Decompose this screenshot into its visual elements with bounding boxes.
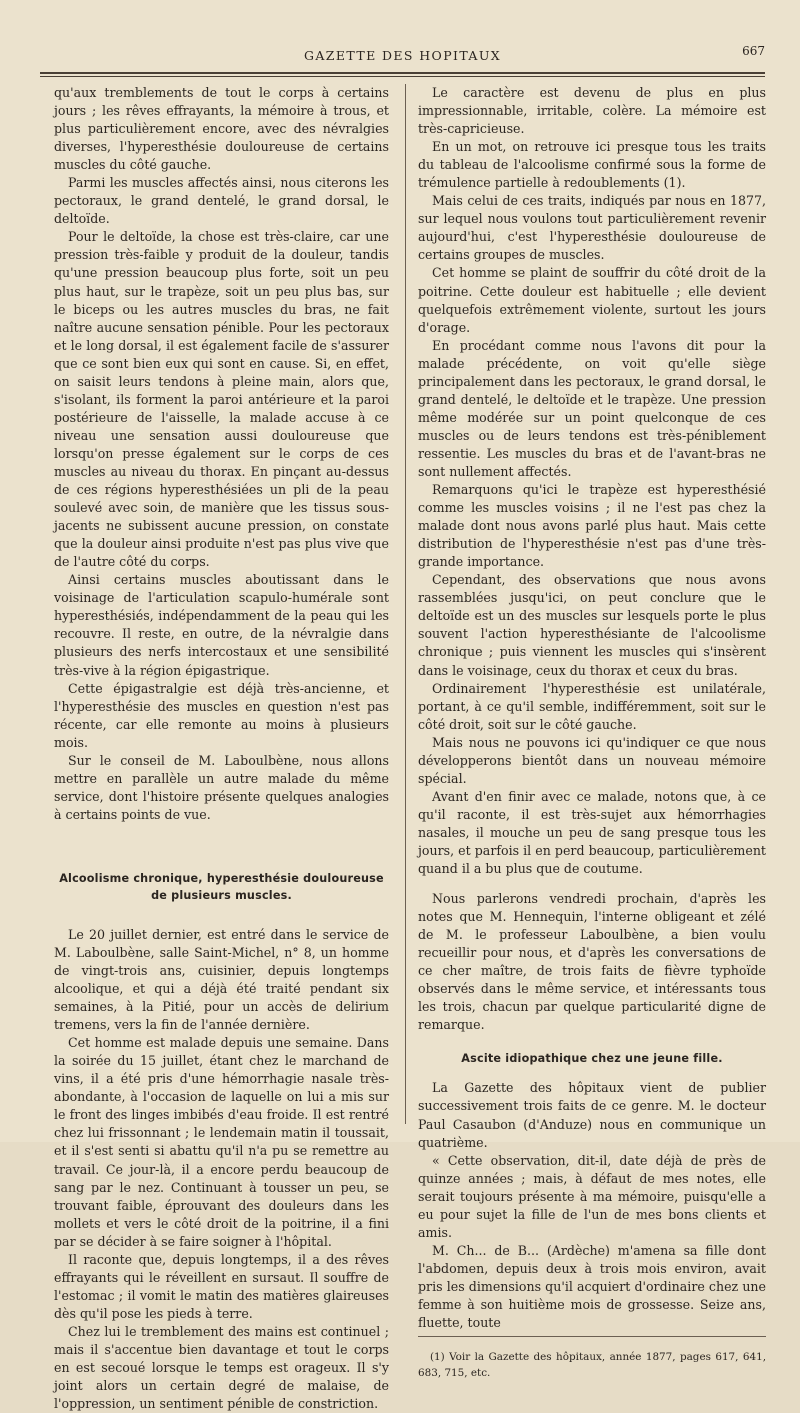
paragraph: Avant d'en finir avec ce malade, notons que, à ce qu'il raconte, il est très-sujet aux hémorrhagies nasales, il mouche un peu de sang presque tous les jours, et parfois il en perd beaucoup, particulièrement quand il a bu plus que de coutume. — [418, 788, 766, 877]
paragraph: Nous parlerons vendredi prochain, d'après les notes que M. Hennequin, l'interne obligeant et zélé de M. le professeur Laboulbène, a bien voulu recueillir pour nous, et d'après les conversations de ce cher maître, de trois faits de fièvre typhoïde observés dans le même service, et intéressants tous les trois, chacun par quelque particularité digne de remarque. — [418, 891, 766, 1033]
left-column — [54, 84, 389, 1413]
paragraph: En procédant comme nous l'avons dit pour la malade précédente, on voit qu'elle siège principalement dans les pectoraux, le grand dorsal, le grand dentelé, le deltoïde et le trapèze. Une pression même modérée sur un point quelconque de ces muscles ou de leurs tendons est très-péniblement ressentie. Les muscles du bras et de l'avant-bras ne sont nullement affectés. — [418, 337, 766, 479]
footnote — [418, 1336, 766, 1381]
paragraph: M. Ch... de B... (Ardèche) m'amena sa fille dont l'abdomen, depuis deux à trois mois environ, avait pris les dimensions qu'il acquiert d'ordinaire chez une femme à son huitième mois de grossesse. Seize ans, fluette, toute — [418, 1242, 766, 1331]
paragraph: Remarquons qu'ici le trapèze est hyperesthésié comme les muscles voisins ; il ne l'est pas chez la malade dont nous avons parlé plus haut. Mais cette distribution de l'hyperesthésie n'est pas d'une très-grande importance. — [418, 482, 766, 570]
paragraph: qu'aux tremblements de tout le corps à certains jours ; les rêves effrayants, la mémoire à trous, et plus particulièrement encore, avec des névralgies diverses, l'hyperesthésie douloureuse de certains muscles du côté gauche. — [54, 85, 389, 173]
paragraph: Cependant, des observations que nous avons rassemblées jusqu'ici, on peut conclure que le deltoïde est un des muscles sur lesquels porte le plus souvent l'action hyperesthésiante de l'alcoolisme chronique ; puis viennent les muscles qui s'insèrent dans le voisinage, ceux du thorax et ceux du bras. — [418, 572, 766, 678]
spacer — [418, 1067, 766, 1079]
section-title-line: de plusieurs muscles. — [151, 888, 292, 902]
right-column — [418, 84, 766, 1381]
paragraph: La Gazette des hôpitaux vient de publier successivement trois faits de ce genre. M. le docteur Paul Casaubon (d'Anduze) nous en communique un quatrième. — [418, 1080, 766, 1150]
spacer — [418, 878, 766, 890]
paragraph: Chez lui le tremblement des mains est continuel ; mais il s'accentue bien davantage et tout le corps en est secoué lorsque le temps est orageux. Il s'y joint alors un certain degré de malaise, de l'oppression, un sentiment pénible de constriction. — [54, 1323, 389, 1412]
paragraph: Cet homme est malade depuis une semaine. Dans la soirée du 15 juillet, étant chez le marchand de vins, il a été pris d'une hémorrhagie nasale très-abondante, à l'occasion de laquelle on lui a mis sur le front des linges imbibés d'eau froide. Il est rentré chez lui frissonnant ; le lendemain matin il toussait, et il s'est senti si abattu qu'il n'a pu se remettre au travail. Ce jour-là, il a encore perdu beaucoup de sang par le nez. Continuant à tousser un peu, se trouvant faible, éprouvant des douleurs dans les mollets et vers le côté droit de la poitrine, il a fini par se décider à se faire soigner à l'hôpital. — [54, 1035, 389, 1249]
paragraph: Il raconte que, depuis longtemps, il a des rêves effrayants qui le réveillent en sursaut. Il souffre de l'estomac ; il vomit le matin des matières glaireuses dès qu'il pose les pieds à terre. — [54, 1251, 389, 1321]
paragraph: « Cette observation, dit-il, date déjà de près de quinze années ; mais, à défaut de mes notes, elle serait toujours présente à ma mémoire, puisqu'elle a eu pour sujet la fille de l'un de mes bons clients et amis. — [418, 1152, 766, 1240]
footnote-text: (1) Voir la Gazette des hôpitaux, année 1877, pages 617, 641, 683, 715, etc. — [418, 1351, 766, 1380]
section-title-line: Alcoolisme chronique, hyperesthésie douloureuse — [59, 871, 384, 885]
paragraph: Cet homme se plaint de souffrir du côté droit de la poitrine. Cette douleur est habituelle ; elle devient quelquefois extrêmement violente, surtout les jours d'orage. — [418, 265, 766, 335]
section-title: Ascite idiopathique chez une jeune fille. — [461, 1052, 723, 1066]
page-header — [40, 38, 765, 74]
section-title — [54, 870, 389, 904]
column-divider — [405, 84, 406, 1124]
paragraph: Mais nous ne pouvons ici qu'indiquer ce que nous développerons bientôt dans un nouveau mémoire spécial. — [418, 734, 766, 786]
header-rule — [40, 76, 765, 77]
page-number: 667 — [742, 44, 765, 58]
spacer — [54, 824, 389, 870]
paragraph: En un mot, on retrouve ici presque tous les traits du tableau de l'alcoolisme confirmé sous la forme de trémulence partielle à redoublements (1). — [418, 139, 766, 191]
paragraph: Parmi les muscles affectés ainsi, nous citerons les pectoraux, le grand dentelé, le grand dorsal, le deltoïde. — [54, 175, 389, 227]
spacer — [54, 904, 389, 926]
paragraph: Pour le deltoïde, la chose est très-claire, car une pression très-faible y produit de la douleur, tandis qu'une pression beaucoup plus forte, soit un peu plus haut, sur le trapèze, soit un peu plus bas, sur le biceps ou les autres muscles du bras, ne fait naître aucune sensation pénible. Pour les pectoraux et le long dorsal, il est également facile de s'assurer que ce sont bien eux qui sont en cause. Si, en effet, on saisit leurs tendons à pleine main, alors que, s'isolant, ils forment la paroi antérieure et la paroi postérieure de l'aisselle, la malade accuse à ce niveau une sensation aussi douloureuse que lorsqu'on presse également sur le corps de ces muscles au niveau du thorax. En pinçant au-dessus de ces régions hyperesthésiées un pli de la peau soulevé avec soin, de manière que les tissus sous-jacents ne subissent aucune pression, on constate que la douleur ainsi produite n'est pas plus vive que de l'autre côté du corps. — [54, 229, 389, 570]
running-title: GAZETTE DES HOPITAUX — [303, 48, 502, 63]
paragraph: Mais celui de ces traits, indiqués par nous en 1877, sur lequel nous voulons tout particulièrement revenir aujourd'hui, c'est l'hyperesthésie douloureuse de certains groupes de muscles. — [418, 193, 766, 263]
paragraph: Le caractère est devenu de plus en plus impressionnable, irritable, colère. La mémoire est très-capricieuse. — [418, 85, 766, 137]
paragraph: Ordinairement l'hyperesthésie est unilatérale, portant, à ce qu'il semble, indifféremment, soit sur le côté droit, soit sur le côté gauche. — [418, 680, 766, 732]
paragraph: Le 20 juillet dernier, est entré dans le service de M. Laboulbène, salle Saint-Michel, n° 8, un homme de vingt-trois ans, cuisinier, depuis longtemps alcoolique, et qui a déjà été traité pendant six semaines, à la Pitié, pour un accès de delirium tremens, vers la fin de l'année dernière. — [54, 926, 389, 1033]
spacer — [418, 1034, 766, 1050]
paragraph: Ainsi certains muscles aboutissant dans le voisinage de l'articulation scapulo-humérale sont hyperesthésiés, indépendamment de la peau qui les recouvre. Il reste, en outre, de la névralgie dans plusieurs des nerfs intercostaux et une sensibilité très-vive à la région épigastrique. — [54, 572, 389, 678]
paragraph: Cette épigastralgie est déjà très-ancienne, et l'hyperesthésie des muscles en question n'est pas récente, car elle remonte au moins à plusieurs mois. — [54, 680, 389, 750]
paragraph: Sur le conseil de M. Laboulbène, nous allons mettre en parallèle un autre malade du même service, dont l'histoire présente quelques analogies à certains points de vue. — [54, 752, 389, 822]
